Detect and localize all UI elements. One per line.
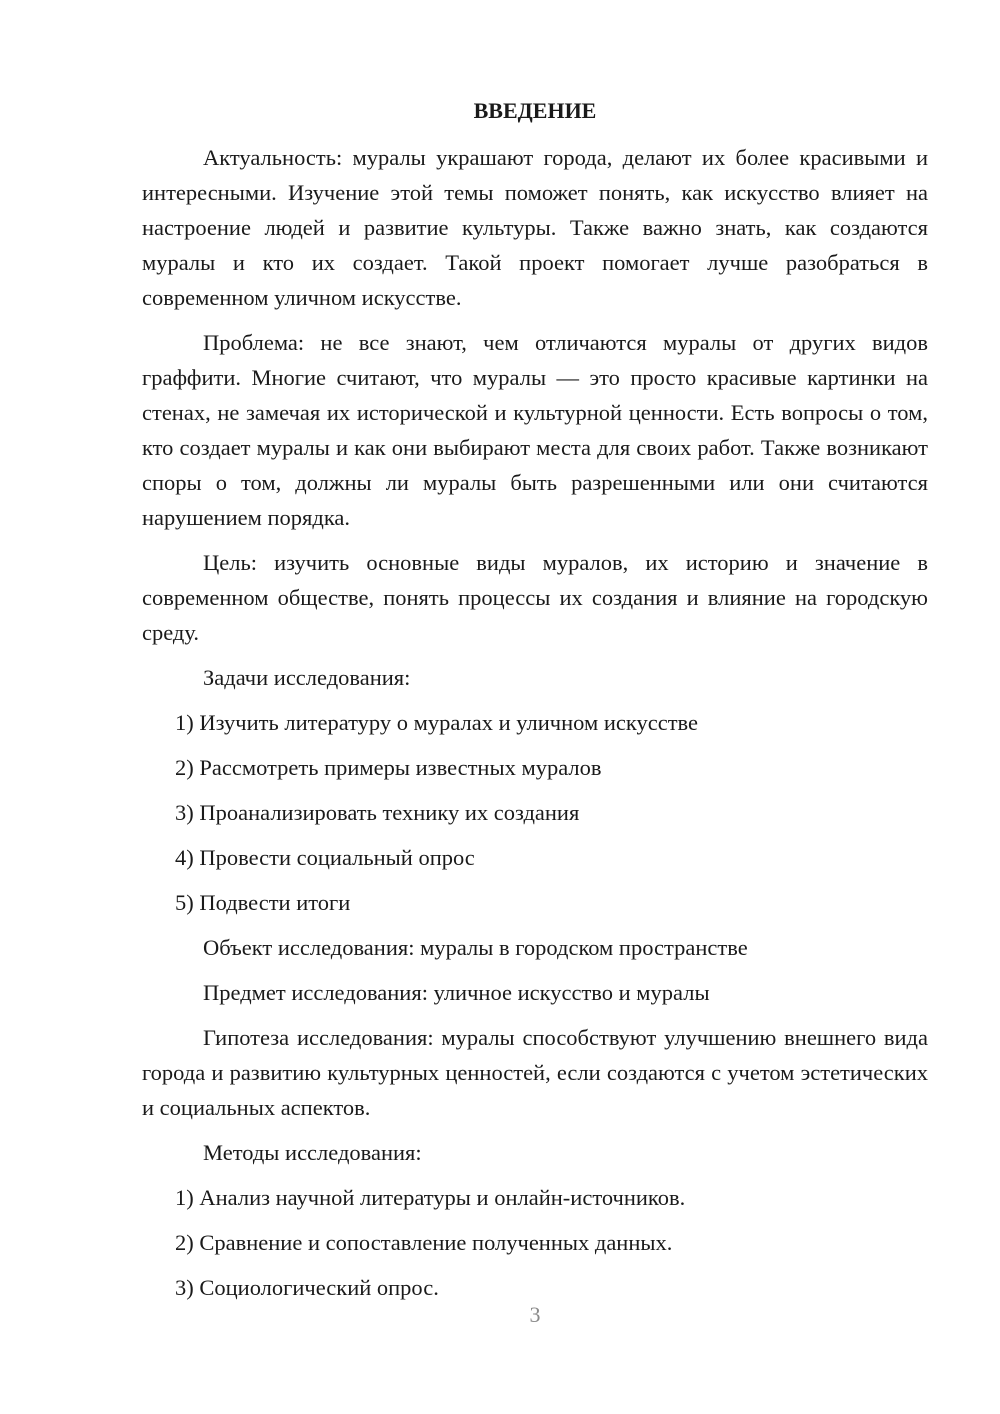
task-item: 4) Провести социальный опрос — [175, 845, 475, 870]
method-item: 2) Сравнение и сопоставление полученных данных. — [175, 1230, 673, 1255]
tasks-list — [142, 705, 928, 920]
subject-paragraph: Предмет исследования: уличное искусство и муралы — [203, 980, 710, 1005]
task-item: 3) Проанализировать технику их создания — [175, 800, 580, 825]
method-item: 1) Анализ научной литературы и онлайн-источников. — [175, 1185, 686, 1210]
hypothesis-paragraph: Гипотеза исследования: муралы способствуют улучшению внешнего вида города и развитию культурных ценностей, если создаются с учетом эстетических и социальных аспектов. — [142, 1025, 928, 1120]
task-item: 1) Изучить литературу о муралах и уличном искусстве — [175, 710, 699, 735]
document-page — [142, 93, 928, 1305]
methods-list — [142, 1180, 928, 1305]
tasks-heading: Задачи исследования: — [203, 665, 411, 690]
section-title: ВВЕДЕНИЕ — [473, 98, 597, 123]
goal-paragraph: Цель: изучить основные виды муралов, их историю и значение в современном обществе, понять процессы их создания и влияние на городскую среду. — [142, 550, 928, 645]
relevance-paragraph: Актуальность: муралы украшают города, делают их более красивыми и интересными. Изучение этой темы поможет понять, как искусство влияет на настроение людей и развитие культуры. Также важно знать, как создаются муралы и кто их создает. Такой проект помогает лучше разобраться в современном уличном искусстве. — [142, 145, 928, 310]
task-item: 5) Подвести итоги — [175, 890, 351, 915]
methods-heading: Методы исследования: — [203, 1140, 422, 1165]
problem-paragraph: Проблема: не все знают, чем отличаются муралы от других видов граффити. Многие считают, что муралы — это просто красивые картинки на стенах, не замечая их исторической и культурной ценности. Есть вопросы о том, кто создает муралы и как они выбирают места для своих работ. Также возникают споры о том, должны ли муралы быть разрешенными или они считаются нарушением порядка. — [142, 330, 928, 530]
object-paragraph: Объект исследования: муралы в городском пространстве — [203, 935, 748, 960]
task-item: 2) Рассмотреть примеры известных муралов — [175, 755, 602, 780]
page-number: 3 — [529, 1302, 541, 1327]
method-item: 3) Социологический опрос. — [175, 1275, 439, 1300]
